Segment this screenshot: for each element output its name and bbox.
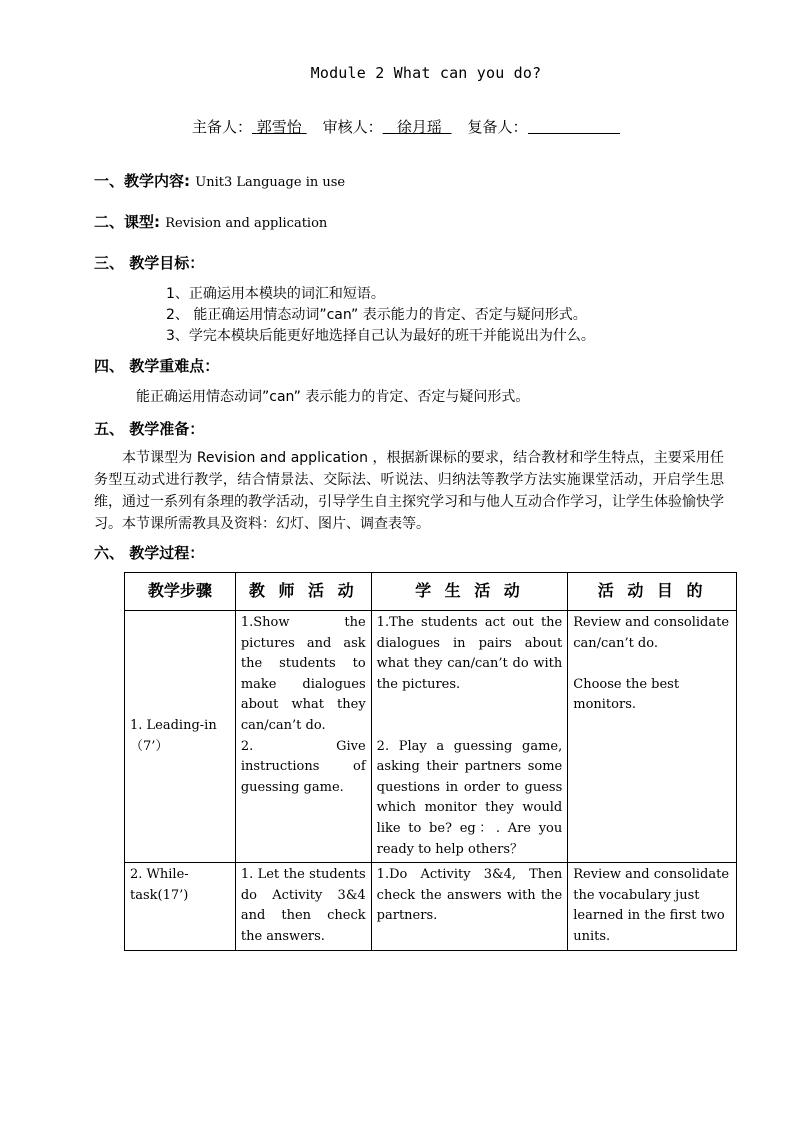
header-step: 教学步骤	[125, 573, 236, 611]
co-preparer-label: 复备人：	[467, 118, 528, 136]
teacher-activity: 2. Give instructions of guessing game.	[240, 738, 366, 795]
goal-item: 3、学完本模块后能更好地选择自己认为最好的班干并能说出为什么。	[166, 328, 595, 344]
step-cell	[125, 611, 236, 863]
student-activity: 1.The students act out the dialogues in pairs about what they can/can’t do with the pictures.	[376, 615, 563, 692]
preparer-line	[192, 116, 620, 137]
student-activity: 2. Play a guessing game, asking their partners some questions in order to guess which monitor they would like to be? eg：. Are you ready to help others？	[376, 738, 563, 857]
page-title: Module 2 What can you do?	[310, 64, 542, 82]
purpose-text: Choose the best monitors.	[573, 676, 680, 713]
section-content	[94, 170, 345, 191]
header-purpose: 活 动 目 的	[568, 573, 737, 611]
section-key-text: 能正确运用情态动词”can” 表示能力的肯定、否定与疑问形式。	[136, 389, 530, 405]
student-cell	[371, 611, 568, 863]
preparer-name: 郭雪怡	[256, 118, 302, 136]
header-student: 学 生 活 动	[371, 573, 568, 611]
section-prep-label: 五、 教学准备：	[94, 420, 205, 438]
section-goals-label: 三、 教学目标：	[94, 254, 205, 272]
purpose-text: Review and consolidate can/can’t do.	[573, 615, 730, 651]
section-content-value: Unit3 Language in use	[195, 175, 346, 190]
section-content-label: 一、教学内容:	[94, 172, 190, 190]
teacher-cell: 1. Let the students do Activity 3&4 and then check the answers.	[235, 863, 371, 950]
header-teacher: 教 师 活 动	[235, 573, 371, 611]
step-cell: 2. While-task(17’)	[125, 863, 236, 950]
table-header-row	[125, 573, 737, 611]
student-cell: 1.Do Activity 3&4, Then check the answers with the partners.	[371, 863, 568, 950]
section-prep-text: 本节课型为 Revision and application ，根据新课标的要求，结合教材和学生特点，主要采用任务型互动式进行教学，结合情景法、交际法、听说法、归纳法等教学方法实施课堂活动，开启学生思维，通过一系列有条理的教学活动，引导学生自主探究学习和与他人互动合作学习，让学生体验愉快学习。本节课所需教具及资料：幻灯、图片、调查表等。	[94, 450, 724, 532]
preparer-label: 主备人：	[192, 118, 253, 136]
section-key-label: 四、 教学重难点：	[94, 357, 220, 375]
section-type-label: 二、课型:	[94, 213, 160, 231]
section-type-value: Revision and application	[165, 216, 328, 231]
section-type	[94, 211, 327, 232]
process-table	[124, 572, 737, 951]
goal-item: 1、正确运用本模块的词汇和短语。	[166, 286, 385, 302]
reviewer-name: 徐月瑶	[396, 118, 442, 136]
step-time: （7’）	[130, 738, 169, 754]
reviewer-label: 审核人：	[322, 118, 383, 136]
section-process-label: 六、 教学过程：	[94, 544, 205, 562]
teacher-activity: 1.Show the pictures and ask the students to make dialogues about what they can/can’t do.	[240, 615, 366, 733]
purpose-cell	[568, 611, 737, 863]
co-preparer-blank	[528, 119, 620, 134]
purpose-cell: Review and consolidate the vocabulary just learned in the first two units.	[568, 863, 737, 950]
step-name: 1. Leading-in	[130, 717, 217, 733]
table-row	[125, 863, 737, 950]
table-row	[125, 611, 737, 863]
goal-item: 2、 能正确运用情态动词”can” 表示能力的肯定、否定与疑问形式。	[166, 307, 587, 323]
teacher-cell	[235, 611, 371, 863]
